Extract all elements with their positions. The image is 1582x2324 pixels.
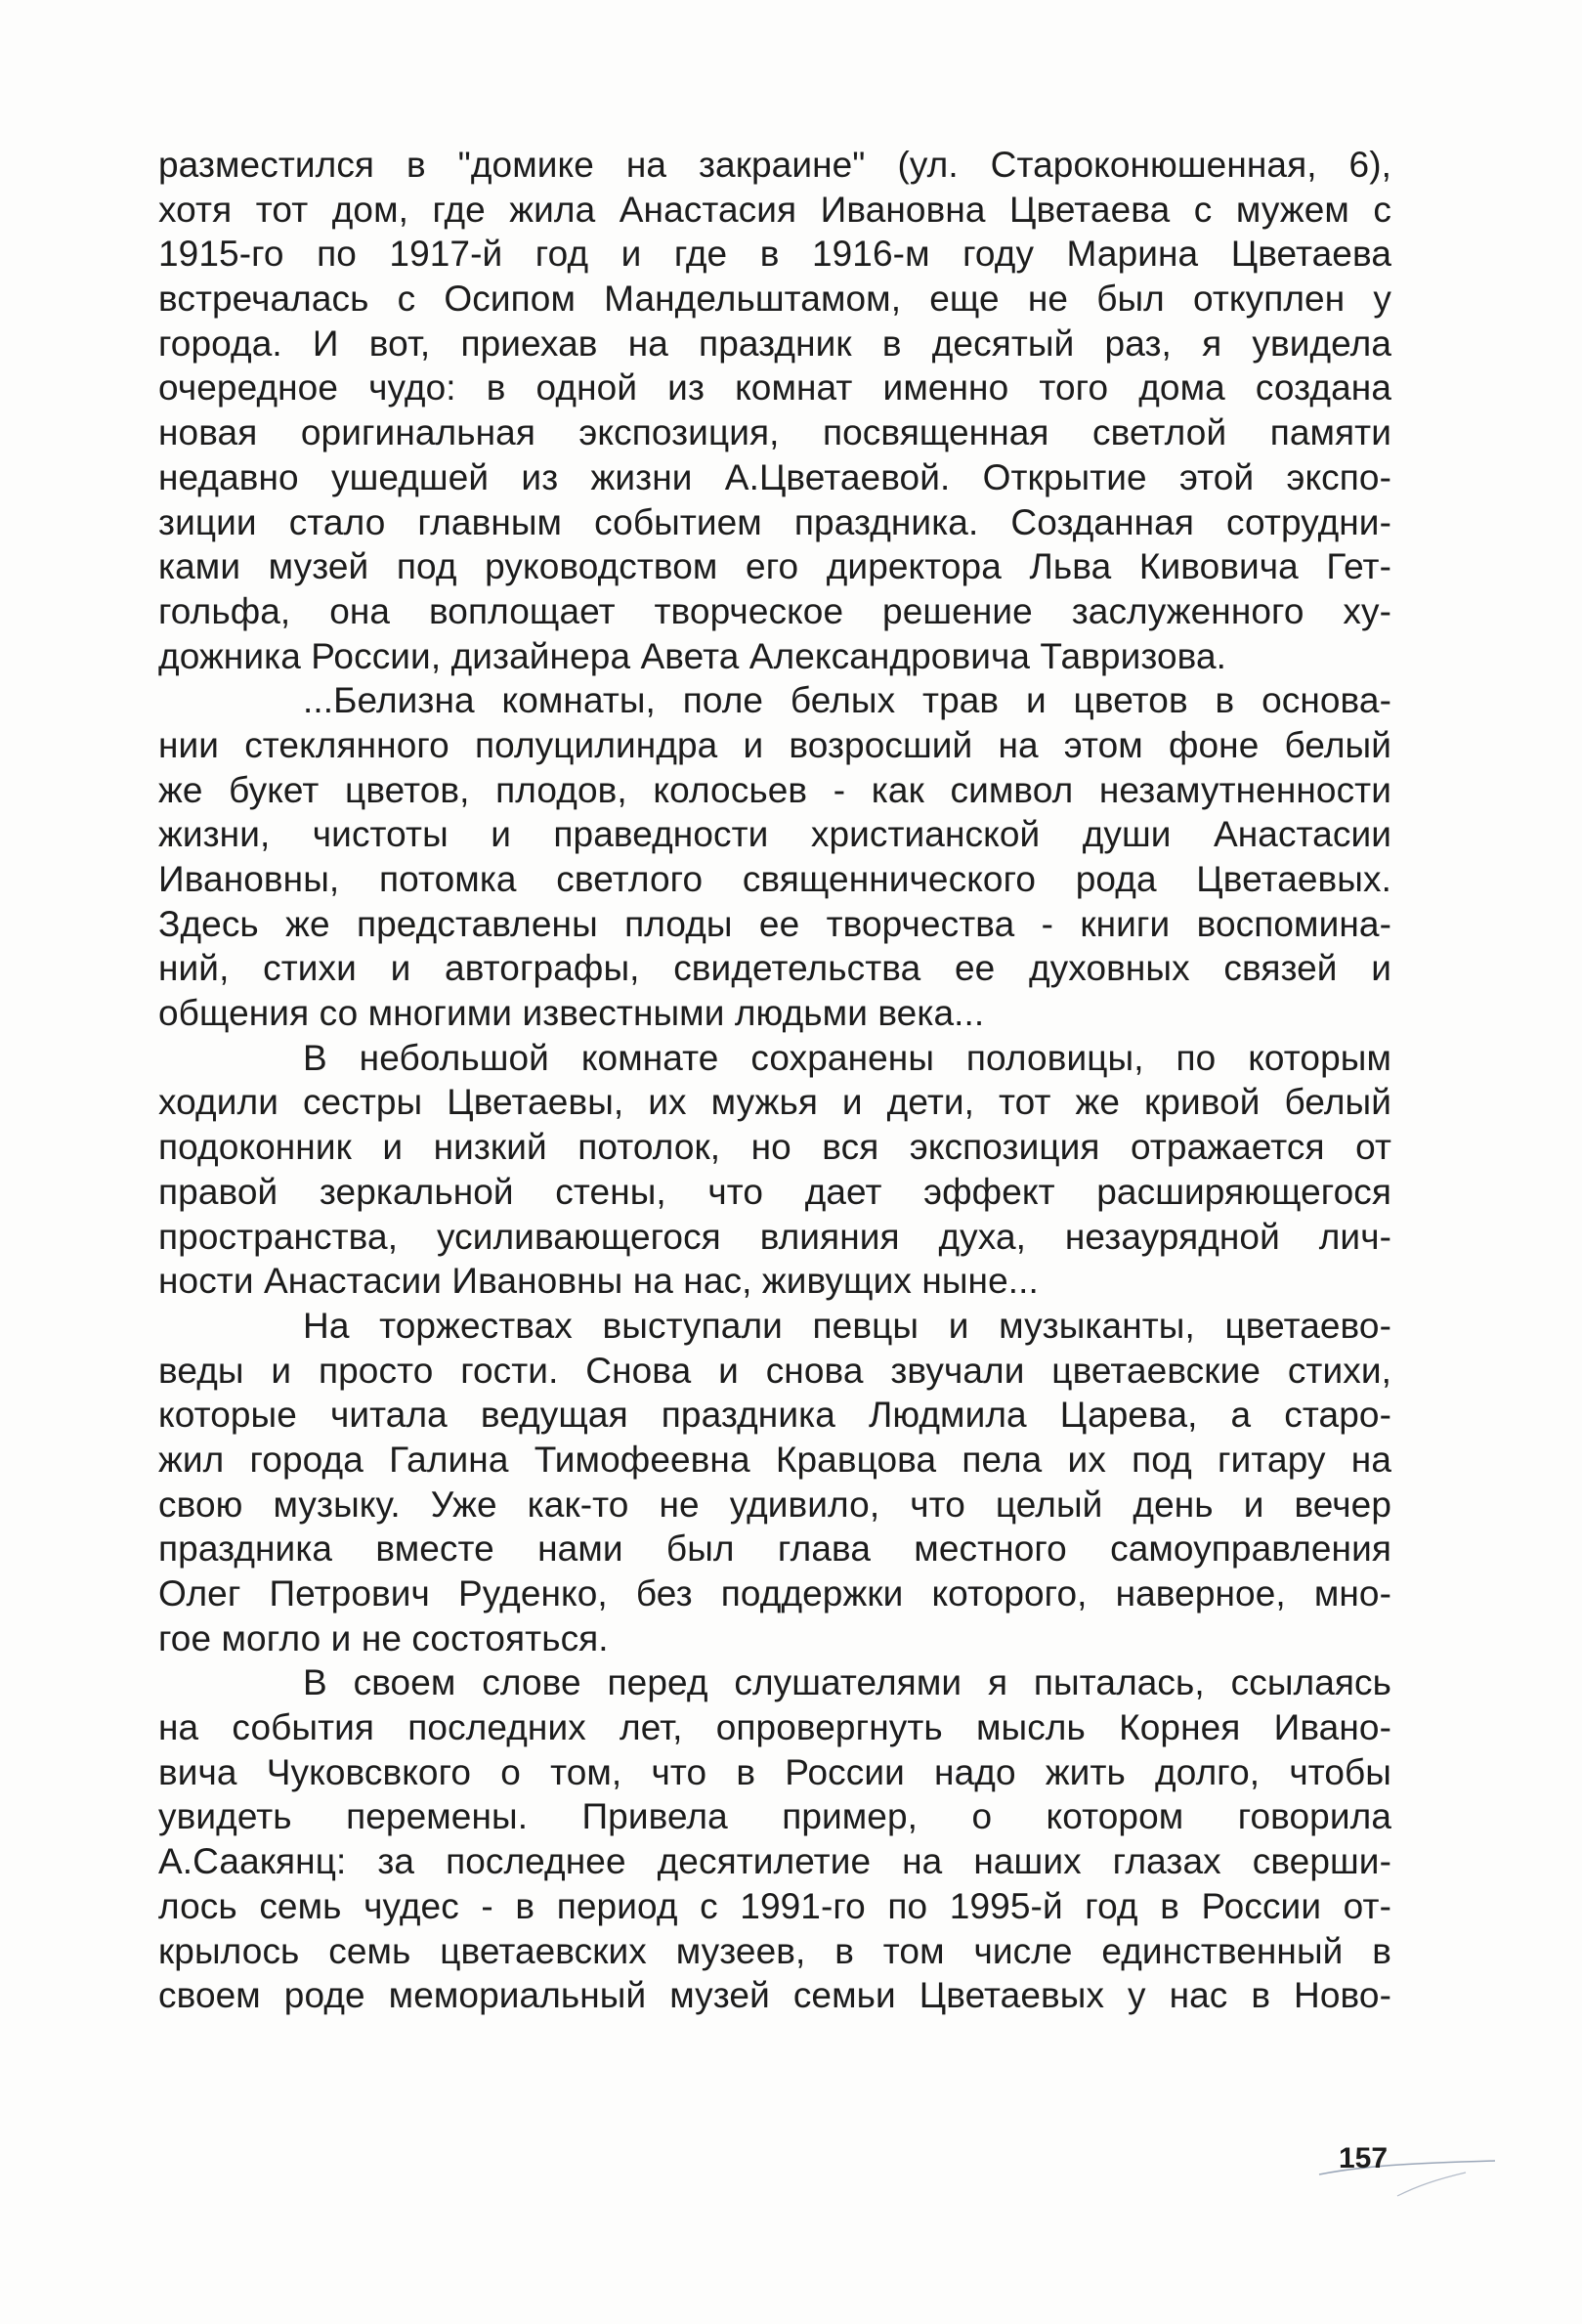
- text-line: новая оригинальная экспозиция, посвященная светлой памяти: [158, 412, 1391, 453]
- text-line: общения со многими известными людьми века...: [158, 993, 985, 1034]
- text-line: увидеть перемены. Привела пример, о котором говорила: [158, 1796, 1391, 1837]
- text-line: жизни, чистоты и праведности христианской души Анастасии: [158, 814, 1391, 855]
- text-line: Ивановны, потомка светлого священнического рода Цветаевых.: [158, 859, 1391, 899]
- text-line: гольфа, она воплощает творческое решение заслуженного ху-: [158, 590, 1391, 631]
- page-number: 157: [1339, 2142, 1389, 2174]
- text-line: которые читала ведущая праздника Людмила Царева, а старо-: [158, 1395, 1391, 1436]
- text-line: праздника вместе нами был глава местного самоуправления: [158, 1528, 1391, 1570]
- text-line: пространства, усиливающегося влияния духа, незаурядной лич-: [158, 1216, 1391, 1257]
- text-line: крылось семь цветаевских музеев, в том числе единственный в: [158, 1930, 1391, 1971]
- paragraph-first-line: В небольшой комнате сохранены половицы, по которым: [303, 1037, 1391, 1078]
- text-line: 1915-го по 1917-й год и где в 1916-м году Марина Цветаева: [158, 234, 1391, 275]
- text-line: нии стеклянного полуцилиндра и возросший на этом фоне белый: [158, 724, 1391, 765]
- text-line: гое могло и не состояться.: [158, 1617, 609, 1658]
- text-line: же букет цветов, плодов, колосьев - как символ незамутненности: [158, 769, 1391, 810]
- text-line: своем роде мемориальный музей семьи Цветаевых у нас в Ново-: [158, 1975, 1391, 2016]
- text-line: вича Чуковсвкого о том, что в России надо жить долго, чтобы: [158, 1751, 1391, 1792]
- text-line: разместился в "домике на закраине" (ул. Староконюшенная, 6),: [158, 145, 1391, 185]
- text-line: ками музей под руководством его директора Льва Кивовича Гет-: [158, 546, 1391, 587]
- text-line: ходили сестры Цветаевы, их мужья и дети, тот же кривой белый: [158, 1082, 1391, 1123]
- text-line: дожника России, дизайнера Авета Александровича Тавризова.: [158, 635, 1227, 676]
- text-line: А.Саакянц: за последнее десятилетие на наших глазах сверши-: [158, 1841, 1391, 1882]
- text-line: лось семь чудес - в период с 1991-го по 1995-й год в России от-: [158, 1885, 1391, 1926]
- text-line: жил города Галина Тимофеевна Кравцова пела их под гитару на: [158, 1439, 1391, 1480]
- paragraph-first-line: ...Белизна комнаты, поле белых трав и цветов в основа-: [303, 680, 1391, 721]
- text-line: ности Анастасии Ивановны на нас, живущих ныне...: [158, 1261, 1039, 1302]
- text-line: очередное чудо: в одной из комнат именно того дома создана: [158, 367, 1391, 409]
- text-line: Олег Петрович Руденко, без поддержки которого, наверное, мно-: [158, 1573, 1391, 1614]
- text-line: ний, стихи и автографы, свидетельства ее духовных связей и: [158, 948, 1391, 989]
- text-line: города. И вот, приехав на праздник в десятый раз, я увидела: [158, 323, 1391, 364]
- text-line: недавно ушедшей из жизни А.Цветаевой. Открытие этой экспо-: [158, 456, 1391, 497]
- text-line: правой зеркальной стены, что дает эффект расширяющегося: [158, 1171, 1391, 1212]
- text-line: свою музыку. Уже как-то не удивило, что целый день и вечер: [158, 1484, 1391, 1525]
- text-line: зиции стало главным событием праздника. Созданная сотрудни-: [158, 501, 1391, 542]
- text-line: на события последних лет, опровергнуть мысль Корнея Ивано-: [158, 1707, 1391, 1748]
- body-text: [158, 143, 1391, 2018]
- text-line: встречалась с Осипом Мандельштамом, еще не был откуплен у: [158, 279, 1391, 320]
- text-line: подоконник и низкий потолок, но вся экспозиция отражается от: [158, 1127, 1391, 1168]
- paragraph-first-line: На торжествах выступали певцы и музыканты, цветаево-: [303, 1305, 1391, 1346]
- text-line: Здесь же представлены плоды ее творчества - книги воспомина-: [158, 903, 1391, 944]
- paragraph-first-line: В своем слове перед слушателями я пыталась, ссылаясь: [303, 1662, 1391, 1703]
- text-line: веды и просто гости. Снова и снова звучали цветаевские стихи,: [158, 1350, 1391, 1391]
- text-line: хотя тот дом, где жила Анастасия Ивановна Цветаева с мужем с: [158, 189, 1391, 230]
